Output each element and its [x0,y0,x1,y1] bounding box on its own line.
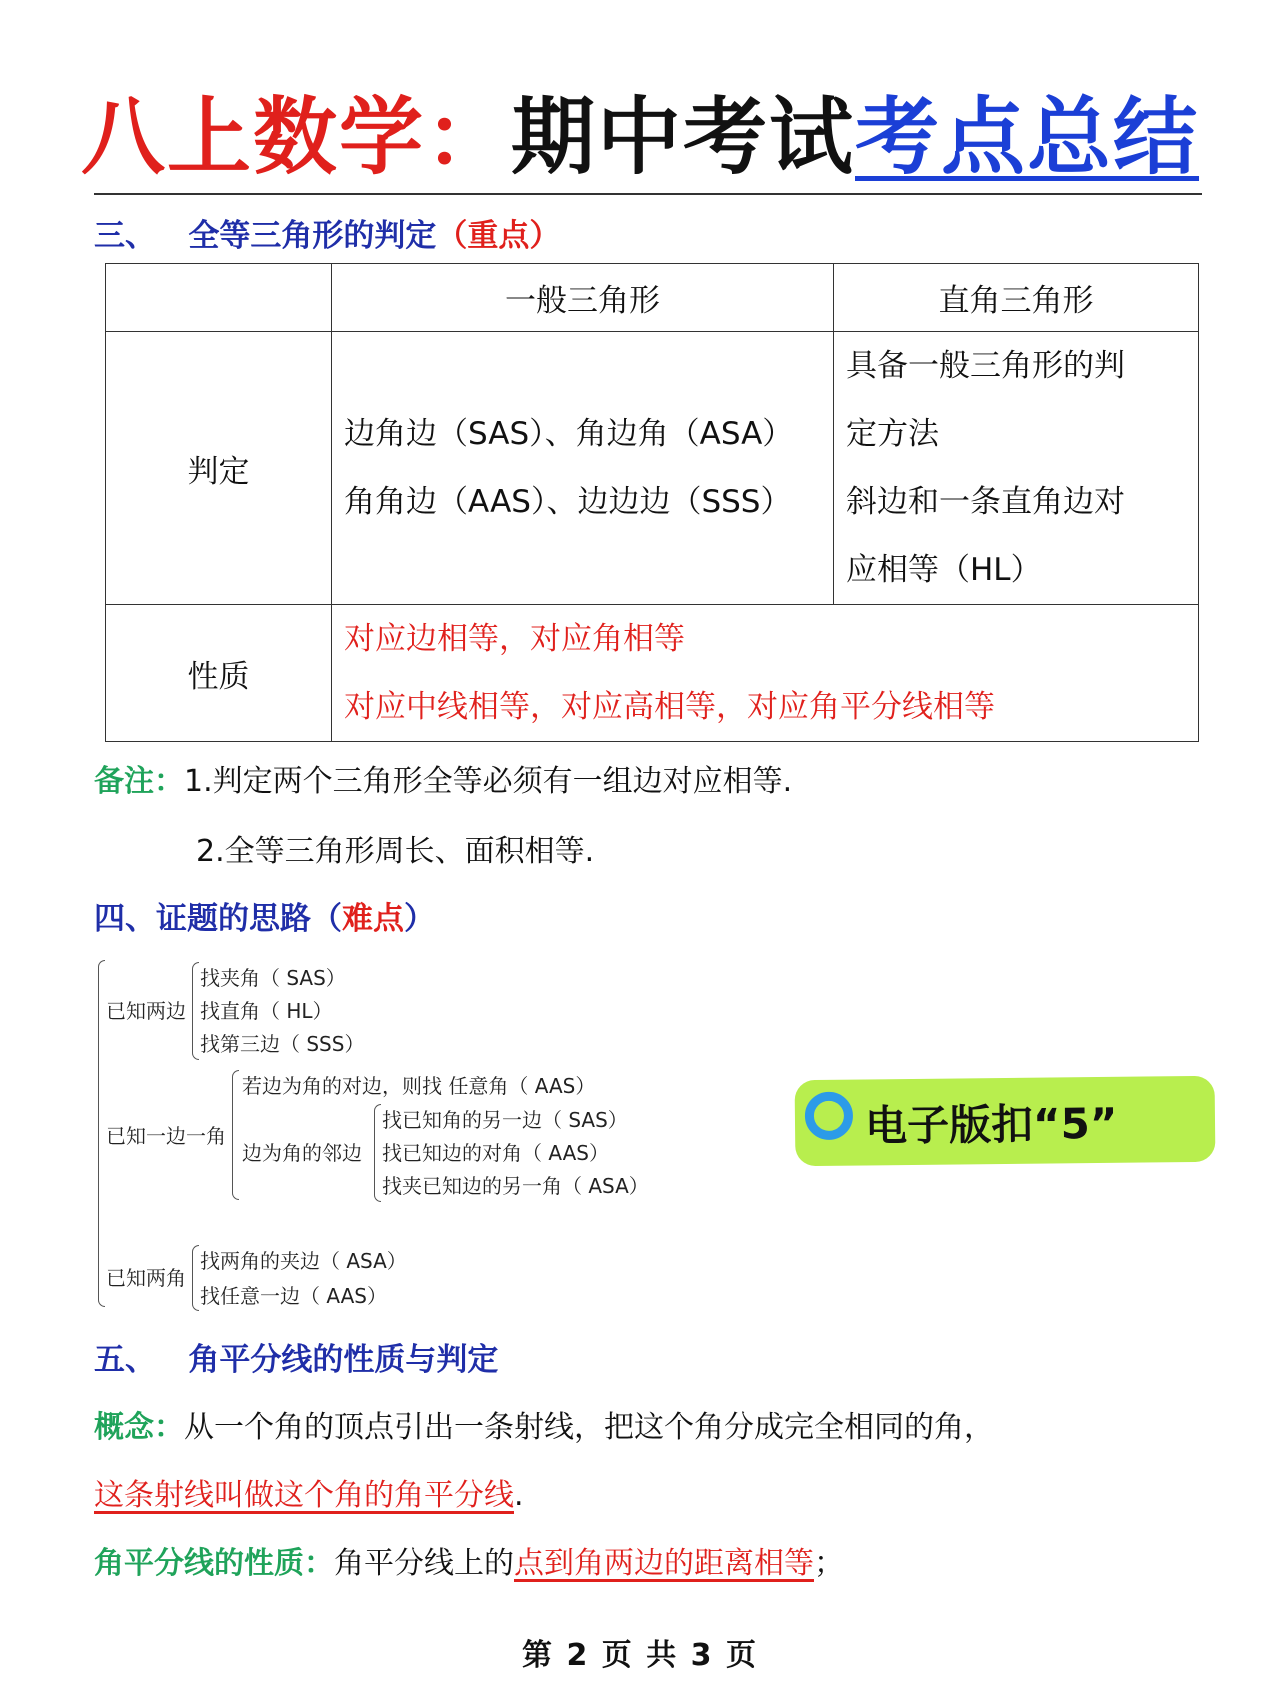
brace-adjacent [374,1104,381,1202]
note-1-text: 1.判定两个三角形全等必须有一组边对应相等. [184,764,793,799]
brace-one-side-angle [232,1070,239,1200]
judge-right-line-3: 斜边和一条直角边对 [846,484,1125,520]
judge-general-line-2: 角角边（AAS）、边边边（SSS） [344,484,792,520]
tree-osa-2: 找已知角的另一边（ SAS） [382,1108,628,1132]
circle-icon [805,1092,854,1141]
section-3-heading [94,210,560,255]
page-footer: 第 2 页 共 3 页 [522,1638,758,1673]
tree-ts-2: 找直角（ HL） [200,999,333,1023]
row-label-judge: 判定 [106,332,332,605]
judge-right-line-1: 具备一般三角形的判 [846,348,1125,384]
judge-right-cell [834,332,1199,605]
table-corner-cell [106,264,332,332]
judge-right-line-4: 应相等（HL） [846,552,1042,588]
section-3-title: 全等三角形的判定 [188,218,437,254]
ebook-badge[interactable] [795,1076,1216,1166]
tree-one-side-angle: 已知一边一角 [106,1124,226,1148]
page-title [0,70,1280,191]
tree-ta-1: 找两角的夹边（ ASA） [200,1249,407,1273]
concept-line-2: 这条射线叫做这个角的角平分线. [94,1478,524,1513]
tree-osa-3: 找已知边的对角（ AAS） [382,1141,609,1165]
concept-line [94,1402,994,1446]
property-line-1: 对应边相等，对应角相等 [344,621,685,657]
bisector-property-label: 角平分线的性质： [94,1546,334,1581]
judge-general-cell [332,332,834,605]
congruence-table [105,263,1199,742]
section-5-number: 五、 [94,1342,156,1378]
property-cell [332,605,1199,742]
title-part-1: 八上数学： [80,88,511,186]
title-part-2: 期中考试 [510,88,855,186]
note-2: 2.全等三角形周长、面积相等. [196,834,595,869]
concept-definition: 这条射线叫做这个角的角平分线 [94,1478,514,1513]
header-general-triangle: 一般三角形 [332,264,834,332]
note-1 [94,756,792,800]
judge-right-line-2: 定方法 [846,416,939,452]
section-4-heading: 四、证题的思路（难点） [94,901,435,937]
property-line-2: 对应中线相等，对应高相等，对应角平分线相等 [344,689,995,725]
section-3-number: 三、 [94,218,156,254]
judge-general-line-1: 边角边（SAS）、角边角（ASA） [344,416,794,452]
badge-text: 电子版扣“5” [864,1098,1118,1151]
note-label: 备注： [94,764,184,799]
outer-brace [98,960,105,1307]
tree-osa-4: 找夹已知边的另一角（ ASA） [382,1174,649,1198]
tree-two-angles: 已知两角 [106,1266,186,1290]
header-right-triangle: 直角三角形 [834,264,1199,332]
section-4-title: 四、证题的思路 [94,901,311,937]
section-3-tag: （重点） [436,218,561,254]
section-5-heading [94,1334,498,1379]
tree-two-sides: 已知两边 [106,999,186,1023]
tree-osa-adjacent: 边为角的邻边 [242,1141,362,1165]
concept-text: 从一个角的顶点引出一条射线，把这个角分成完全相同的角， [184,1410,994,1445]
title-part-3: 考点总结 [855,88,1200,186]
brace-two-sides [192,962,199,1060]
title-divider [94,193,1202,195]
bisector-property-text: 角平分线上的 [334,1546,514,1581]
section-4-tag: 难点 [342,901,404,937]
tree-ts-1: 找夹角（ SAS） [200,966,346,990]
row-label-property: 性质 [106,605,332,742]
concept-label: 概念： [94,1410,184,1445]
bisector-property-line: 角平分线的性质：角平分线上的点到角两边的距离相等； [94,1546,844,1581]
tree-osa-1: 若边为角的对边，则找 任意角（ AAS） [242,1074,596,1098]
tree-ts-3: 找第三边（ SSS） [200,1032,365,1056]
bisector-property-key: 点到角两边的距离相等 [514,1546,814,1581]
section-5-title: 角平分线的性质与判定 [188,1342,499,1378]
tree-ta-2: 找任意一边（ AAS） [200,1284,387,1308]
brace-two-angles [192,1245,199,1311]
